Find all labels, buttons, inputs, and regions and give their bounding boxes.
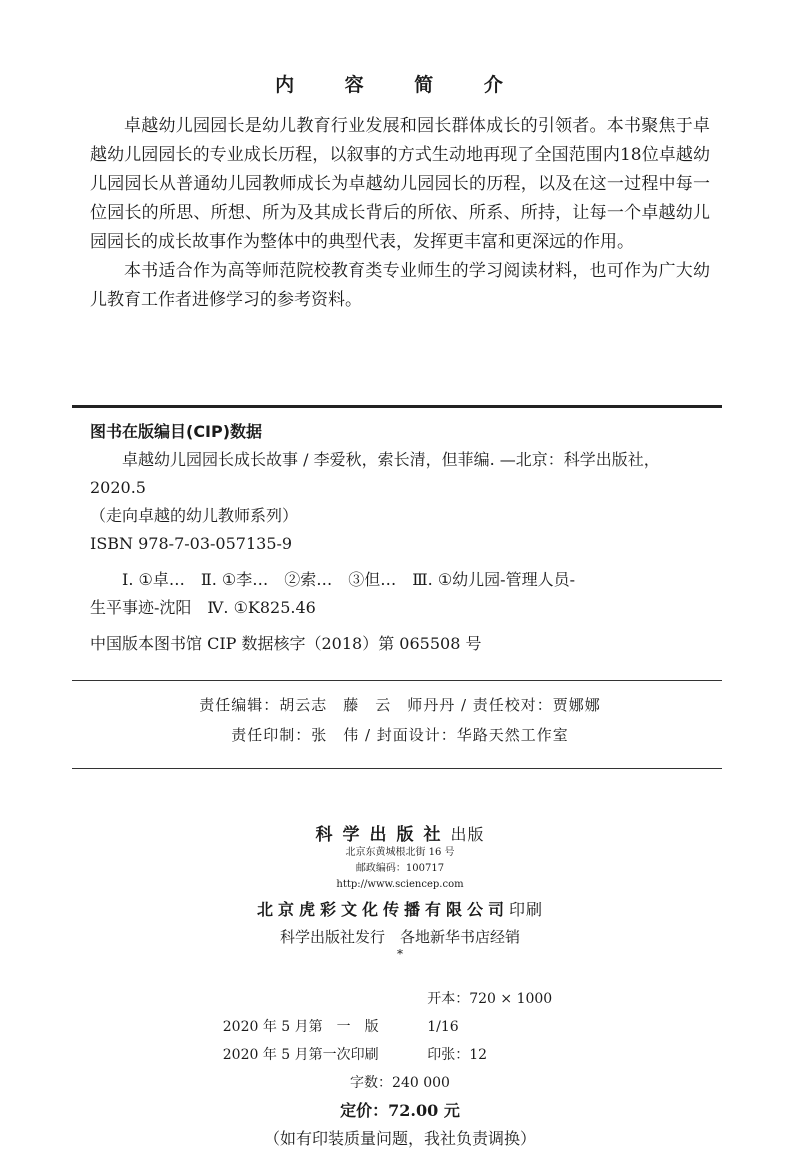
- publisher-line: [0, 820, 800, 845]
- printing-row: [0, 1041, 800, 1069]
- intro-title: 内 容 简 介: [275, 74, 525, 96]
- cip-isbn-line: ISBN 978-7-03-057135-9: [90, 534, 293, 553]
- edition-row: [0, 985, 800, 1041]
- intro-paragraph-1: 卓越幼儿园园长是幼儿教育行业发展和园长群体成长的引领者。本书聚焦于卓越幼儿园园长的专业成长历程，以叙事的方式生动地再现了全国范围内18位卓越幼儿园园长从普通幼儿园教师成长为卓越幼儿园园长的历程，以及在这一过程中每一位园长的所思、所想、所为及其成长背后的所依、所系、所持，让每一个卓越幼儿园园长的成长故事作为整体中的典型代表，发挥更丰富和更深远的作用。: [90, 116, 710, 252]
- editors-block: [0, 690, 800, 750]
- divider-top: [72, 405, 722, 408]
- divider-bottom: [72, 768, 722, 769]
- publisher-website: http://www.sciencep.com: [336, 879, 464, 890]
- cip-record-number: 中国版本图书馆 CIP 数据核字（2018）第 065508 号: [90, 634, 482, 653]
- editors-line-2: 责任印制：张 伟 / 封面设计：华路天然工作室: [231, 726, 569, 744]
- printing: 2020 年 5 月第一次印刷: [222, 1047, 379, 1063]
- cip-series-line: （走向卓越的幼儿教师系列）: [90, 506, 299, 525]
- cip-heading: 图书在版编目(CIP)数据: [90, 422, 263, 441]
- cip-title-line: 卓越幼儿园园长成长故事 / 李爱秋，索长清，但菲编. —北京：科学出版社，: [122, 450, 660, 469]
- distribution-line: 科学出版社发行 各地新华书店经销: [279, 928, 520, 946]
- cip-block: [90, 418, 720, 658]
- printer-name: 北京虎彩文化传播有限公司: [256, 900, 509, 919]
- publisher-address: 北京东黄城根北街 16 号: [345, 847, 455, 858]
- intro-text: [90, 112, 710, 315]
- words-row: 字数：240 000: [350, 1075, 450, 1091]
- divider-middle: [72, 680, 722, 681]
- quality-notice: （如有印装质量问题，我社负责调换）: [263, 1129, 536, 1148]
- publisher-name: 科学出版社: [315, 825, 451, 845]
- specs-block: [0, 985, 800, 1153]
- price: 定价：72.00 元: [340, 1101, 460, 1120]
- sheets: 印张：12: [427, 1047, 488, 1063]
- publisher-postcode: 邮政编码：100717: [355, 863, 445, 874]
- printer-line: [0, 897, 800, 920]
- intro-paragraph-2: 本书适合作为高等师范院校教育类专业师生的学习阅读材料，也可作为广大幼儿教育工作者进修学习的参考资料。: [90, 261, 710, 310]
- editors-line-1: 责任编辑：胡云志 藤 云 师丹丹 / 责任校对：贾娜娜: [199, 696, 601, 714]
- publisher-suffix: 出版: [450, 825, 485, 844]
- separator-star: *: [397, 947, 403, 961]
- cip-date-line: 2020.5: [90, 478, 146, 497]
- printer-suffix: 印刷: [509, 900, 544, 919]
- edition: 2020 年 5 月第 一 版: [222, 1019, 379, 1035]
- cip-classification-line: Ⅰ. ①卓… Ⅱ. ①李… ②索… ③但… Ⅲ. ①幼儿园-管理人员-: [122, 570, 575, 589]
- format: 开本：720 × 1000 1/16: [427, 991, 567, 1035]
- cip-classification-line-2: 生平事迹-沈阳 Ⅳ. ①K825.46: [90, 598, 316, 617]
- publication-block: [0, 820, 800, 961]
